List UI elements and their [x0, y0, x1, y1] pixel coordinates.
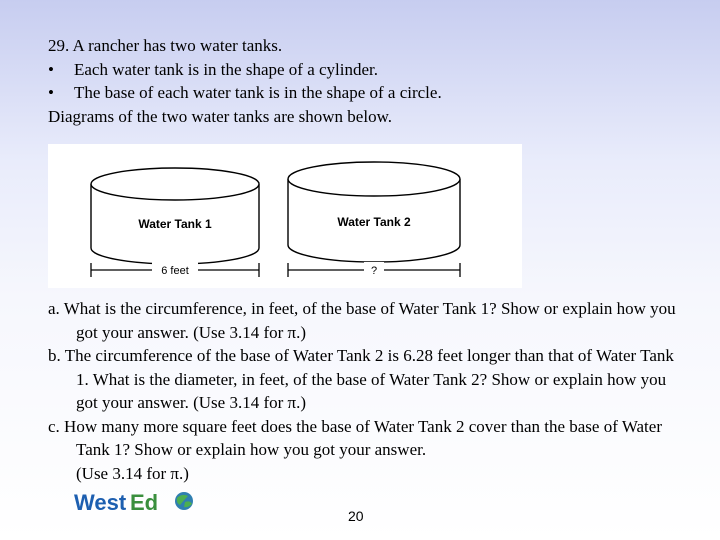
wested-logo-image	[72, 487, 202, 517]
water-tank-1	[91, 168, 259, 264]
wested-logo	[72, 487, 202, 517]
tank-measure: ?	[370, 265, 378, 277]
page-number: 20	[348, 508, 364, 524]
dimension-line-2	[288, 262, 460, 278]
question-c-note: (Use 3.14 for π.)	[76, 463, 189, 483]
problem-intro	[48, 34, 688, 128]
bullet-text: Each water tank is in the shape of a cylinder.	[74, 59, 378, 79]
bullet-dot: •	[48, 59, 54, 79]
tank-label: Water Tank 2	[337, 215, 411, 229]
intro-close: Diagrams of the two water tanks are shown below.	[48, 106, 392, 126]
bullet-item	[48, 81, 688, 105]
tank-measure: 6 feet	[161, 265, 189, 277]
bullet-item	[48, 58, 688, 82]
tank-label: Water Tank 1	[138, 217, 212, 231]
question-a: a. What is the circumference, in feet, of the base of Water Tank 1? Show or explain how you got your answer. (Use 3.14 for π.)	[48, 299, 676, 342]
bullet-dot: •	[48, 83, 54, 102]
svg-text:Ed: Ed	[130, 490, 159, 515]
question-list	[48, 297, 688, 485]
water-tanks-diagram	[48, 144, 522, 288]
question-c: c. How many more square feet does the base of Water Tank 2 cover than the base of Water Tank 1? Show or explain how you got your answer.	[48, 416, 662, 459]
problem-heading: 29. A rancher has two water tanks.	[48, 36, 283, 55]
question-b: b. The circumference of the base of Water Tank 2 is 6.28 feet longer than that of Water Tank 1. What is the diameter, in feet, of the base of Water Tank 2? Show or explain how you got your answer. (Use 3.14 for π.)	[48, 346, 674, 412]
dimension-line-1	[91, 262, 259, 278]
bullet-text: The base of each water tank is in the shape of a circle.	[74, 83, 442, 102]
water-tank-2	[288, 162, 460, 262]
svg-text:West: West	[74, 490, 127, 515]
tanks-svg	[48, 144, 522, 288]
